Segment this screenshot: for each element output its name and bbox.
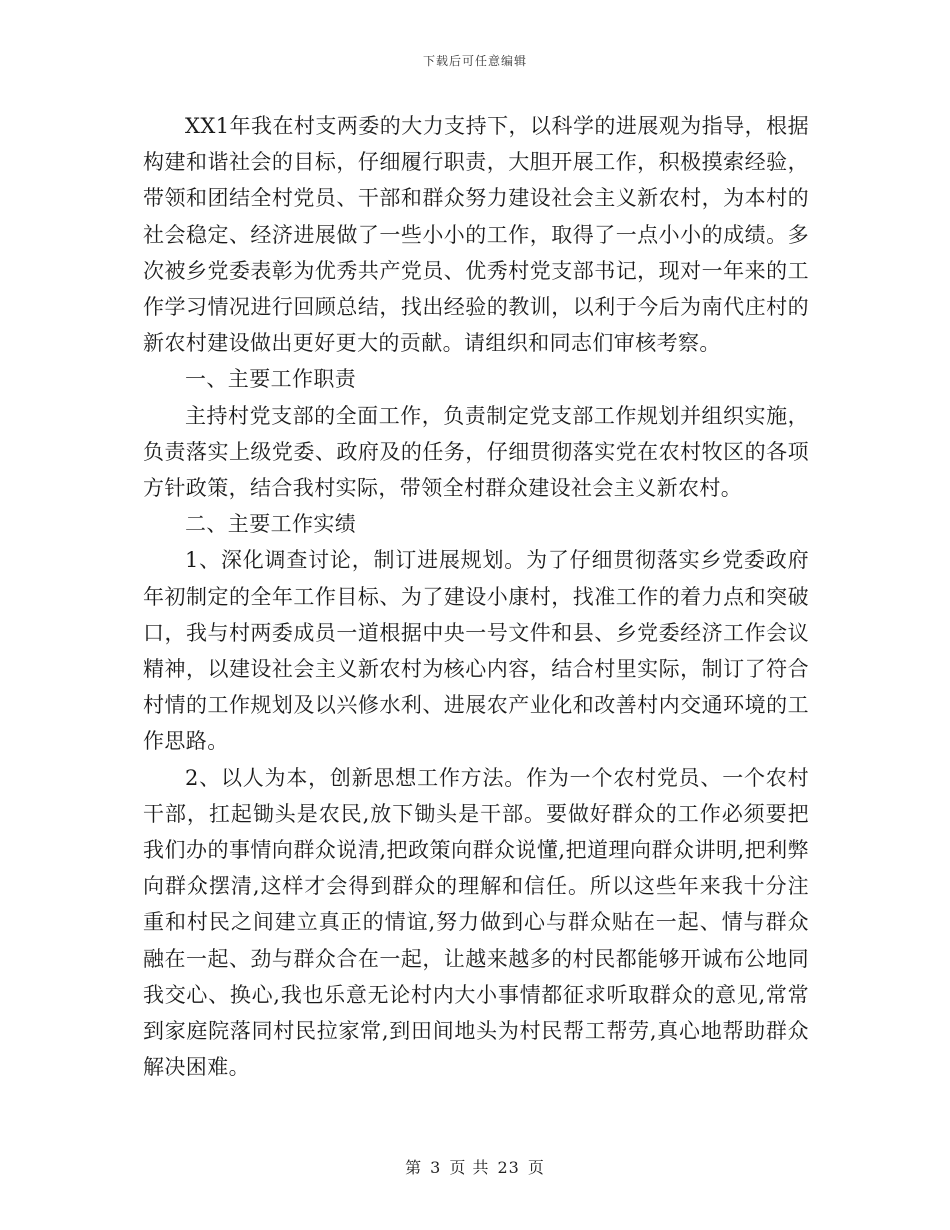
footer-prefix: 第: [405, 1158, 423, 1177]
footer-suffix: 页: [527, 1158, 545, 1177]
intro-paragraph: XX1年我在村支两委的大力支持下，以科学的进展观为指导，根据构建和谐社会的目标，仔细履行职责，大胆开展工作，积极摸索经验，带领和团结全村党员、干部和群众努力建设社会主义新农村，为本村的社会稳定、经济进展做了一些小小的工作，取得了一点小小的成绩。多次被乡党委表彰为优秀共产党员、优秀村党支部书记，现对一年来的工作学习情况进行回顾总结，找出经验的教训，以利于今后为南代庄村的新农村建设做出更好更大的贡献。请组织和同志们审核考察。: [143, 114, 809, 356]
total-page-count: 23: [497, 1158, 520, 1177]
footer-middle: 页 共: [449, 1158, 490, 1177]
section-heading-achievements: 二、主要工作实绩: [185, 512, 357, 537]
current-page-number: 3: [430, 1158, 442, 1177]
achievement-item-1: 1、深化调查讨论，制订进展规划。为了仔细贯彻落实乡党委政府年初制定的全年工作目标、为了建设小康村，找准工作的着力点和突破口，我与村两委成员一道根据中央一号文件和县、乡党委经济工作会议精神，以建设社会主义新农村为核心内容，结合村里实际，制订了符合村情的工作规划及以兴修水利、进展农产业化和改善村内交通环境的工作思路。: [143, 548, 809, 754]
section-heading-duties: 一、主要工作职责: [185, 367, 357, 392]
achievement-item-2: 2、以人为本，创新思想工作方法。作为一个农村党员、一个农村干部，扛起锄头是农民,放下锄头是干部。要做好群众的工作必须要把我们办的事情向群众说清,把政策向群众说懂,把道理向群众讲明,把利弊向群众摆清,这样才会得到群众的理解和信任。所以这些年来我十分注重和村民之间建立真正的情谊,努力做到心与群众贴在一起、情与群众融在一起、劲与群众合在一起，让越来越多的村民都能够开诚布公地同我交心、换心,我也乐意无论村内大小事情都征求听取群众的意见,常常到家庭院落同村民拉家常,到田间地头为村民帮工帮劳,真心地帮助群众解决困难。: [143, 765, 809, 1080]
header-note: 下载后可任意编辑: [422, 54, 527, 68]
document-body: [143, 108, 809, 1085]
duties-paragraph: 主持村党支部的全面工作，负责制定党支部工作规划并组织实施，负责落实上级党委、政府及的任务，仔细贯彻落实党在农村牧区的各项方针政策，结合我村实际，带领全村群众建设社会主义新农村。: [143, 403, 809, 501]
page-footer: [0, 1155, 950, 1178]
